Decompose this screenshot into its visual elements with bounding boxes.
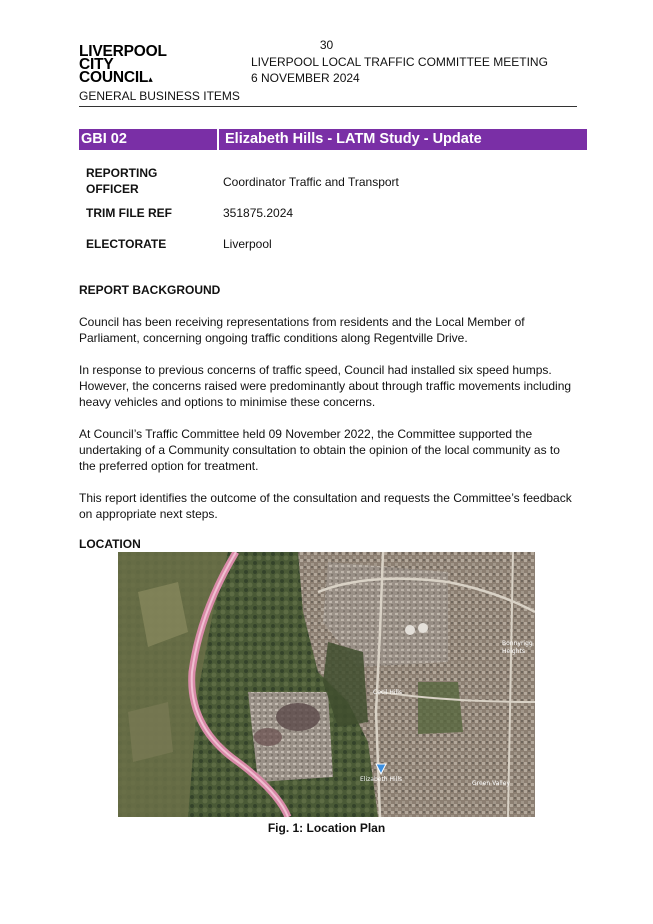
report-background-heading: REPORT BACKGROUND [79,283,221,297]
reporting-officer-label [86,165,157,197]
meeting-date: 6 NOVEMBER 2024 [251,71,360,85]
map-label-heights: Heights [502,648,525,655]
background-paragraph-2: In response to previous concerns of traffic speed, Council had installed six speed humps. However, the concerns raised were predominantly about through traffic movements including heavy vehicles and options to minimise these concerns. [79,363,572,409]
map-label-bonnyrigg: Bonnyrigg [502,640,533,647]
background-paragraph-4: This report identifies the outcome of the consultation and requests the Committee’s feedback on appropriate next steps. [79,491,572,521]
reporting-officer-label-line-2: OFFICER [86,182,139,196]
location-map [118,552,535,817]
section-label: GENERAL BUSINESS ITEMS [79,89,240,103]
logo-mark-icon: ▴ [148,74,153,84]
logo-line-1: LIVERPOOL [79,43,167,60]
map-label-cecil-hills: Cecil Hills [373,689,403,696]
trim-file-ref-label: TRIM FILE REF [86,206,172,220]
item-banner [79,129,587,150]
header-divider [79,106,577,107]
satellite-map-image [118,552,535,817]
item-title: Elizabeth Hills - LATM Study - Update [225,131,482,147]
reporting-officer-label-line-1: REPORTING [86,166,158,180]
electorate-label: ELECTORATE [86,237,167,251]
logo-line-3: COUNCIL▴ [79,69,153,86]
electorate-value: Liverpool [223,237,272,251]
reporting-officer-value: Coordinator Traffic and Transport [223,175,399,189]
trim-file-ref-value: 351875.2024 [223,206,294,220]
map-label-green-valley: Green Valley [472,780,510,787]
background-paragraph-1: Council has been receiving representations from residents and the Local Member of Parliament, concerning ongoing traffic conditions along Regentville Drive. [79,315,525,345]
location-heading: LOCATION [79,537,141,551]
logo-line-2: CITY [79,56,114,73]
item-code: GBI 02 [79,129,219,150]
figure-caption: Fig. 1: Location Plan [267,821,386,835]
meeting-header [251,54,548,86]
page-number: 30 [319,38,334,52]
map-label-elizabeth-hills: Elizabeth Hills [360,776,403,783]
meeting-title: LIVERPOOL LOCAL TRAFFIC COMMITTEE MEETING [251,55,548,69]
background-paragraph-3: At Council’s Traffic Committee held 09 November 2022, the Committee supported the undertaking of a Community consultation to obtain the opinion of the local community as to the preferred option for treatment. [79,427,560,473]
council-logo [79,45,167,86]
